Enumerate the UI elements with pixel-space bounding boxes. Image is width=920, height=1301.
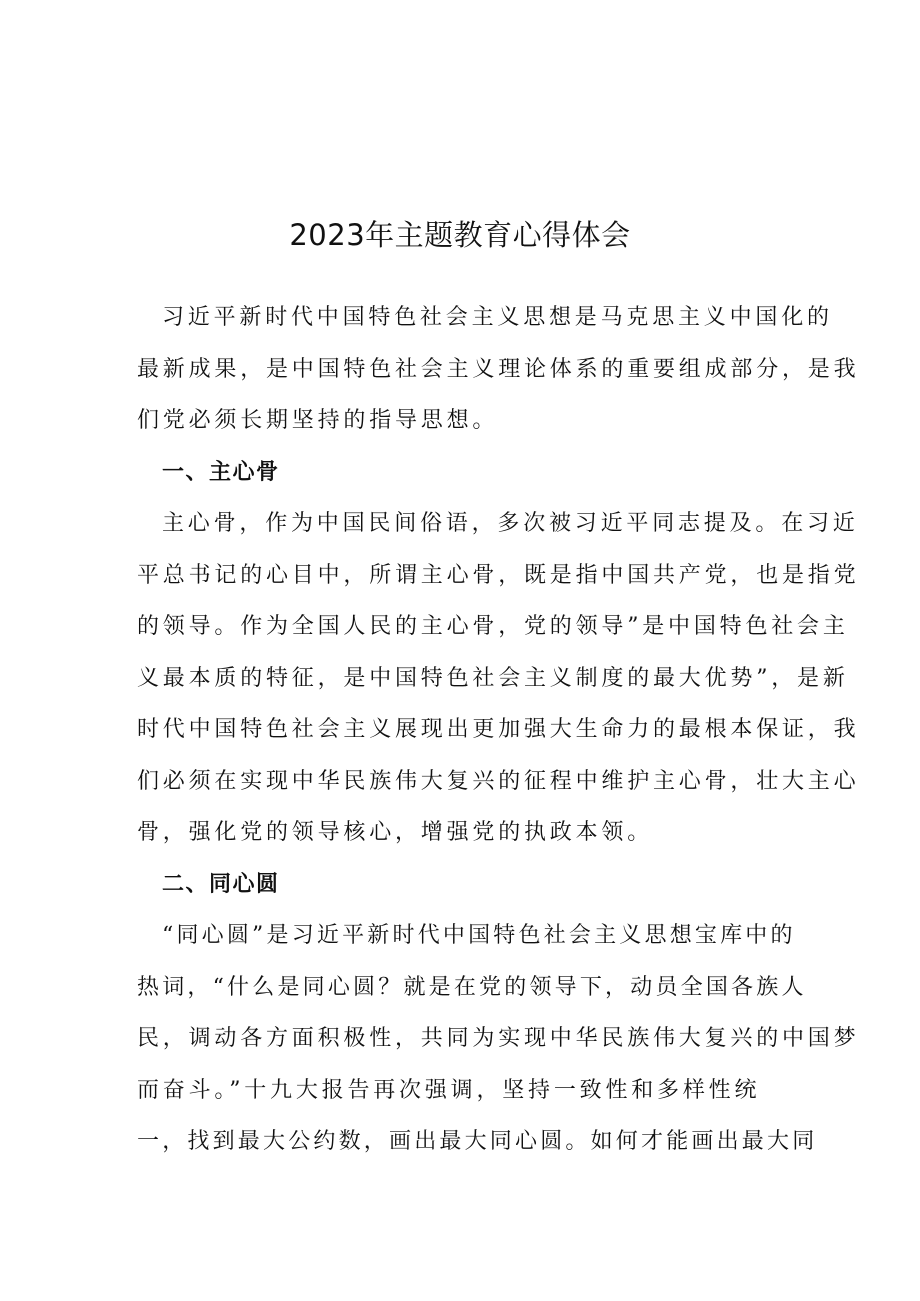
intro-line-1: 习近平新时代中国特色社会主义思想是马克思主义中国化的 <box>162 305 833 330</box>
intro-line-3: 们党必须长期坚持的指导思想。 <box>137 408 499 433</box>
section-1-line-5: 时代中国特色社会主义展现出更加强大生命力的最根本保证，我 <box>137 717 860 742</box>
section-2-line-5: 一，找到最大公约数，画出最大同心圆。如何才能画出最大同 <box>137 1129 818 1154</box>
section-2-line-2: 热词，“什么是同心圆？就是在党的领导下，动员全国各族人 <box>137 974 807 1000</box>
section-heading-1: 一、主心骨 <box>162 459 280 485</box>
section-1-line-7: 骨，强化党的领导核心，增强党的执政本领。 <box>137 820 654 845</box>
section-1-line-4: 义最本质的特征，是中国特色社会主义制度的最大优势”，是新 <box>137 665 849 691</box>
document-title: 2023年主题教育心得体会 <box>289 218 631 252</box>
section-1-line-3: 的领导。作为全国人民的主心骨，党的领导”是中国特色社会主 <box>137 614 849 639</box>
section-2-line-3: 民，调动各方面积极性，共同为实现中华民族伟大复兴的中国梦 <box>137 1026 860 1051</box>
section-1-line-1: 主心骨，作为中国民间俗语，多次被习近平同志提及。在习近 <box>162 511 859 536</box>
document-body <box>137 292 860 1168</box>
section-2-line-1: “同心圆”是习近平新时代中国特色社会主义思想宝库中的 <box>162 923 796 948</box>
section-heading-2: 二、同心圆 <box>162 871 280 897</box>
section-2-line-4: 而奋斗。”十九大报告再次强调，坚持一致性和多样性统 <box>137 1077 761 1103</box>
section-1-line-2: 平总书记的心目中，所谓主心骨，既是指中国共产党，也是指党 <box>137 562 860 588</box>
section-1-line-6: 们必须在实现中华民族伟大复兴的征程中维护主心骨，壮大主心 <box>137 768 860 794</box>
intro-line-2: 最新成果，是中国特色社会主义理论体系的重要组成部分，是我 <box>137 356 860 382</box>
